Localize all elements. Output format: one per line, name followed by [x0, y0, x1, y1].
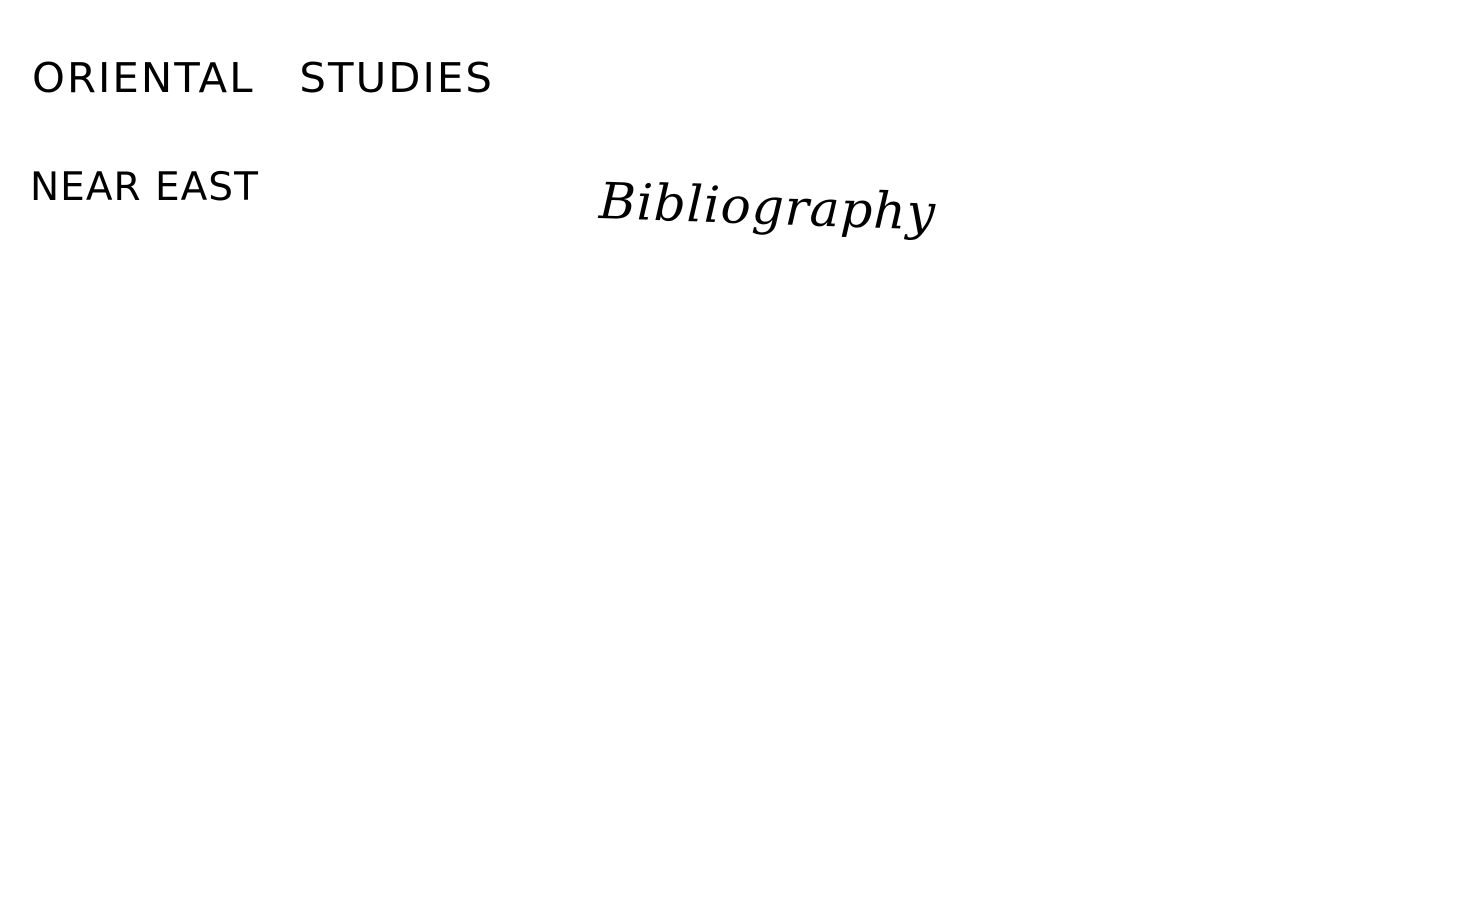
heading-word-studies: STUDIES: [299, 54, 494, 102]
card-topic: Bibliography: [598, 172, 937, 242]
heading-word-oriental: ORIENTAL: [32, 54, 255, 102]
card-heading: [32, 54, 494, 102]
card-subheading: NEAR EAST: [30, 165, 259, 210]
